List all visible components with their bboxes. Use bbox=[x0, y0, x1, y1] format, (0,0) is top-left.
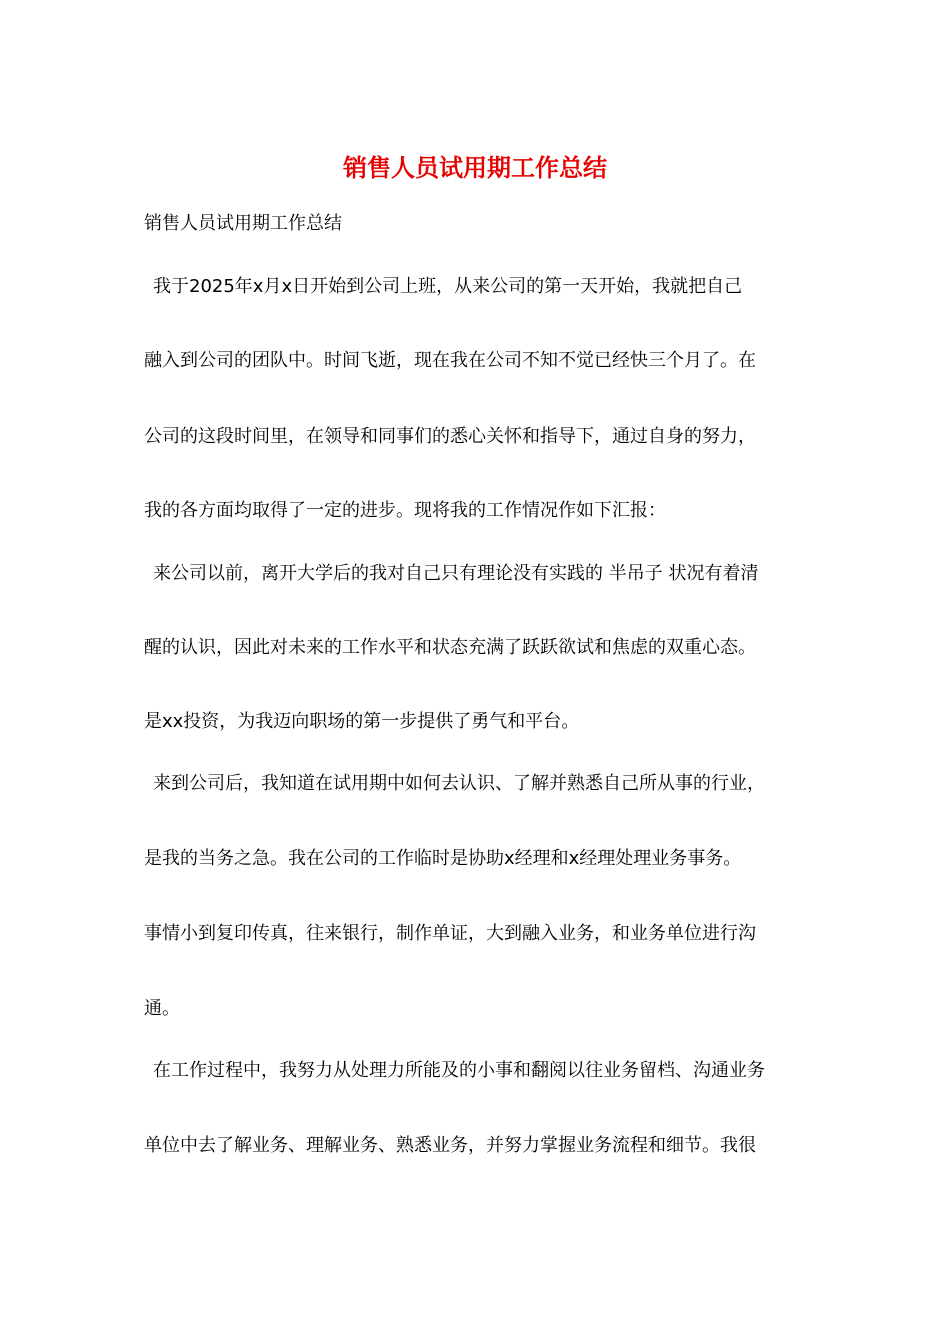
paragraph-line: 来到公司后，我知道在试用期中如何去认识、了解并熟悉自己所从事的行业， bbox=[153, 773, 765, 794]
paragraph-line: 醒的认识，因此对未来的工作水平和状态充满了跃跃欲试和焦虑的双重心态。 bbox=[144, 637, 756, 658]
paragraph-line: 公司的这段时间里，在领导和同事们的悉心关怀和指导下，通过自身的努力， bbox=[144, 426, 756, 447]
paragraph-line: 我于2025年x月x日开始到公司上班，从来公司的第一天开始，我就把自己 bbox=[153, 276, 743, 297]
paragraph-line: 是我的当务之急。我在公司的工作临时是协助x经理和x经理处理业务事务。 bbox=[144, 848, 742, 869]
paragraph-line: 融入到公司的团队中。时间飞逝，现在我在公司不知不觉已经快三个月了。在 bbox=[144, 350, 756, 371]
document-subtitle: 销售人员试用期工作总结 bbox=[144, 213, 342, 234]
paragraph-line: 事情小到复印传真，往来银行，制作单证，大到融入业务，和业务单位进行沟 bbox=[144, 923, 756, 944]
paragraph-line: 单位中去了解业务、理解业务、熟悉业务，并努力掌握业务流程和细节。我很 bbox=[144, 1135, 756, 1156]
paragraph-line: 通。 bbox=[144, 998, 180, 1019]
paragraph-line: 来公司以前，离开大学后的我对自己只有理论没有实践的 半吊子 状况有着清 bbox=[153, 563, 759, 584]
paragraph-line: 在工作过程中，我努力从处理力所能及的小事和翻阅以往业务留档、沟通业务 bbox=[153, 1060, 765, 1081]
paragraph-line: 我的各方面均取得了一定的进步。现将我的工作情况作如下汇报： bbox=[144, 500, 666, 521]
paragraph-line: 是xx投资，为我迈向职场的第一步提供了勇气和平台。 bbox=[144, 711, 580, 732]
document-title: 销售人员试用期工作总结 bbox=[343, 153, 607, 182]
